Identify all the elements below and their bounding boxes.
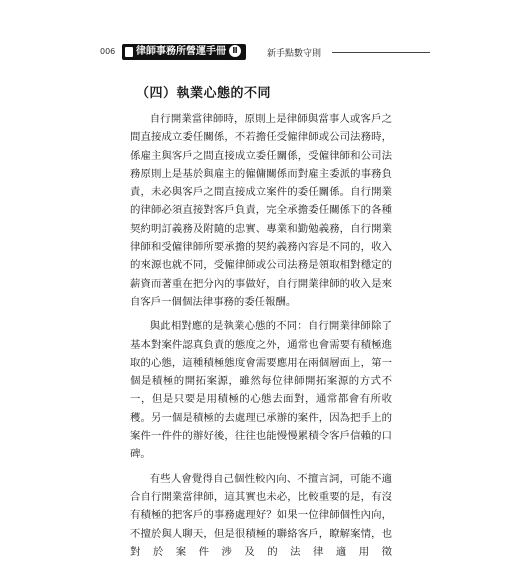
running-header — [100, 44, 430, 60]
paragraph: 與此相對應的是執業心態的不同：自行開業律師除了基本對案件認真負責的態度之外，通常也會需要有積極進取的心態，這種積極態度會需要應用在兩個層面上，第一個是積極的開拓案源，雖然每位律師開拓案源的方式不一，但是只要是用積極的心態去面對，通常都會有所收穫。另一個是積極的去處理已承辦的案件，因為把手上的案件一件件的辦好後，往往也能慢慢累積令客戶信賴的口碑。 — [130, 320, 392, 461]
book-title-badge — [122, 44, 246, 60]
section-heading: （四）執業心態的不同 — [136, 86, 272, 101]
body-text — [130, 110, 392, 567]
book-subtitle: 新手點數守則 — [267, 49, 322, 59]
header-rule — [332, 52, 430, 53]
book-title: 律師事務所營運手冊 — [136, 46, 226, 57]
page-number: 006 — [100, 47, 116, 56]
paragraph: 自行開業當律師時，原則上是律師與當事人或客戶之間直接成立委任關係，不若擔任受僱律師或公司法務時，係雇主與客戶之間直接成立委任關係，受僱律師和公司法務原則上是基於與雇主的僱傭關係而對雇主委派的事務負責，未必與客戶之間直接成立案件的委任關係。自行開業的律師必須直接對客戶負責，完全承擔委任關係下的各種契約明訂義務及附隨的忠實、專業和勤勉義務，自行開業律師和受僱律師所要承擔的契約義務內容是不同的，收入的來源也就不同，受僱律師或公司法務是領取相對穩定的薪資而著重在把分內的事做好，自行開業律師的收入是來自客戶一個個法律事務的委任報酬。 — [130, 113, 392, 308]
volume-mark: Ⅱ — [229, 45, 241, 57]
paragraph: 有些人會覺得自己個性較內向、不擅言詞，可能不適合自行開業當律師，這其實也未必，比較重要的是，有沒有積極的把客戶的事務處理好？如果一位律師個性內向，不擅於與人聊天，但是很積極的聯絡客戶，瞭解案情，也對於案件涉及的法律適用徵 — [130, 472, 392, 558]
